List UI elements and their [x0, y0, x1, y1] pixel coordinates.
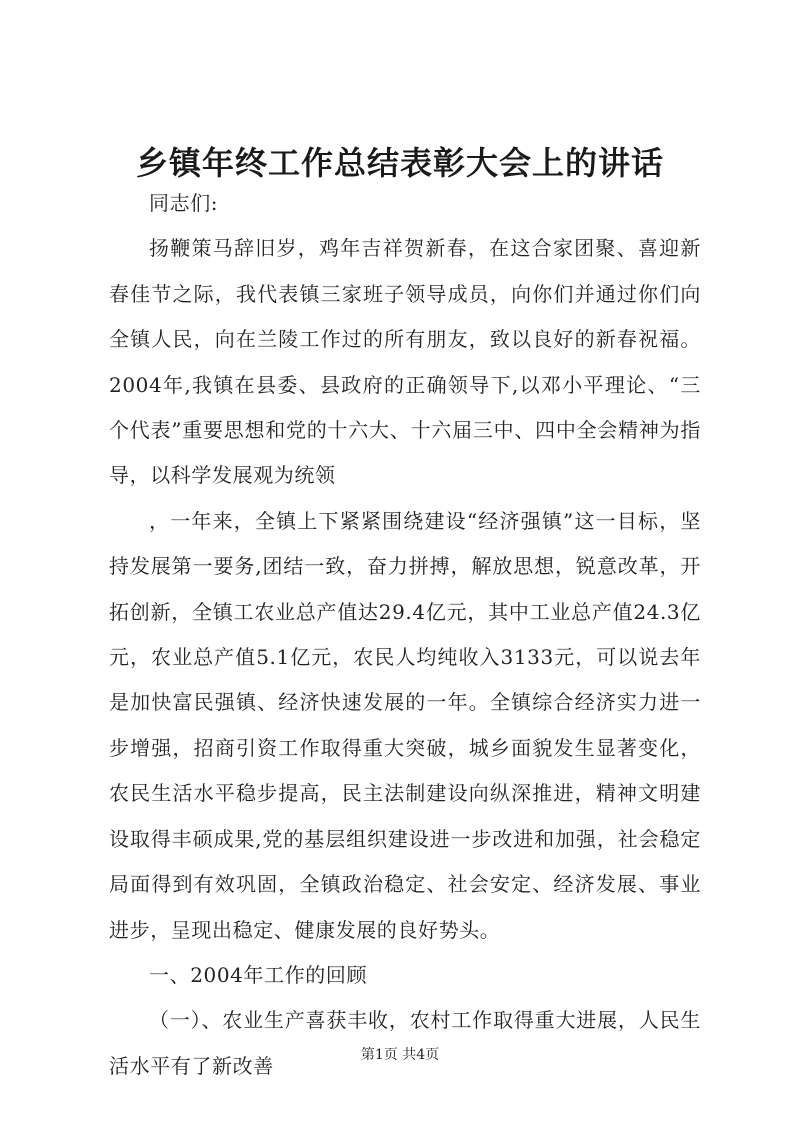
salutation-paragraph: 同志们:	[149, 191, 219, 215]
subsection-heading: （一）、农业生产喜获丰收，农村工作取得重大进展，人民生活水平有了新改善	[109, 1008, 701, 1078]
document-body	[109, 181, 701, 1089]
body-paragraph-2: ，一年来，全镇上下紧紧围绕建设“经济强镇”这一目标，坚持发展第一要务,团结一致，奋力拼搏，解放思想，锐意改革，开拓创新，全镇工农业总产值达29.4亿元，其中工业总产值24.3亿元，农业总产值5.1亿元，农民人均纯收入3133元，可以说去年是加快富民强镇、经济快速发展的一年。全镇综合经济实力进一步增强，招商引资工作取得重大突破，城乡面貌发生显著变化，农民生活水平稳步提高，民主法制建设向纵深推进，精神文明建设取得丰硕成果,党的基层组织建设进一步改进和加强，社会稳定局面得到有效巩固，全镇政治稳定、社会安定、经济发展、事业进步，呈现出稳定、健康发展的良好势头。	[109, 508, 701, 942]
document-title: 乡镇年终工作总结表彰大会上的讲话	[135, 144, 664, 182]
section-heading: 一、2004年工作的回顾	[149, 962, 368, 987]
body-paragraph-1: 扬鞭策马辞旧岁，鸡年吉祥贺新春，在这合家团聚、喜迎新春佳节之际，我代表镇三家班子领导成员，向你们并通过你们向全镇人民，向在兰陵工作过的所有朋友，致以良好的新春祝福。2004年,我镇在县委、县政府的正确领导下,以邓小平理论、“三个代表”重要思想和党的十六大、十六届三中、四中全会精神为指导，以科学发展观为统领	[109, 236, 701, 488]
page-footer: 第1页 共4页	[360, 1047, 440, 1063]
